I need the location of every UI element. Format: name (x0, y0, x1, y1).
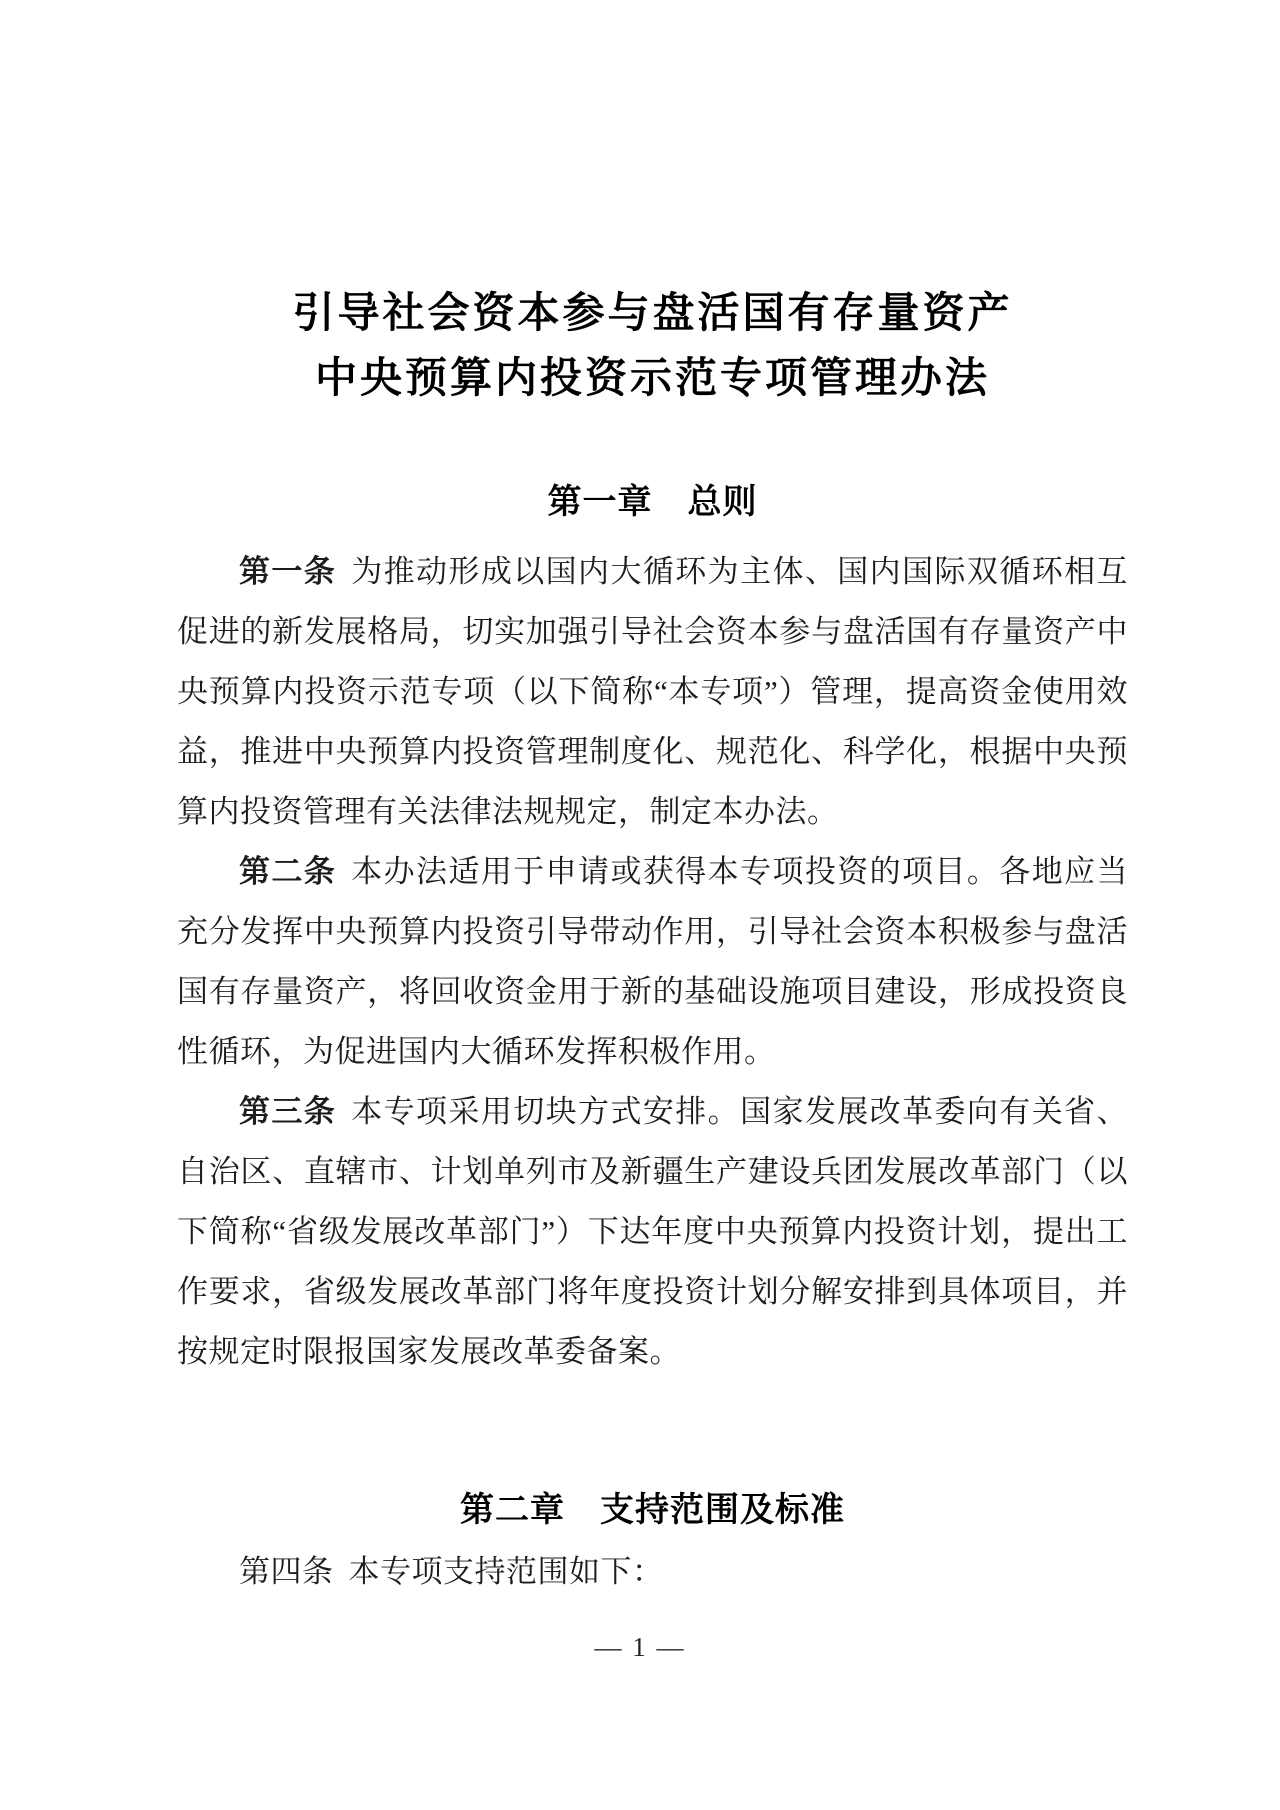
article-1-paragraph (177, 542, 1128, 842)
article-4-paragraph (177, 1542, 1128, 1602)
chapter-2 (177, 1478, 1128, 1602)
article-1-text: 为推动形成以国内大循环为主体、国内国际双循环相互促进的新发展格局，切实加强引导社会资本参与盘活国有存量资产中央预算内投资示范专项（以下简称“本专项”）管理，提高资金使用效益，推进中央预算内投资管理制度化、规范化、科学化，根据中央预算内投资管理有关法律法规规定，制定本办法。 (177, 554, 1129, 829)
article-2-paragraph (177, 842, 1128, 1082)
article-2-label: 第二条 (239, 854, 337, 889)
document-title (177, 280, 1128, 410)
page-number: — 1 — (594, 1632, 686, 1662)
article-3-label: 第三条 (239, 1094, 337, 1129)
article-3-text: 本专项采用切块方式安排。国家发展改革委向有关省、自治区、直辖市、计划单列市及新疆生产建设兵团发展改革部门（以下简称“省级发展改革部门”）下达年度中央预算内投资计划，提出工作要求，省级发展改革部门将年度投资计划分解安排到具体项目，并按规定时限报国家发展改革委备案。 (177, 1094, 1129, 1369)
document-title-line-1: 引导社会资本参与盘活国有存量资产 (292, 289, 1013, 336)
document-title-line-2: 中央预算内投资示范专项管理办法 (314, 354, 990, 401)
article-4-text: 本专项支持范围如下： (348, 1554, 664, 1589)
article-1-label: 第一条 (239, 554, 337, 589)
article-2-text: 本办法适用于申请或获得本专项投资的项目。各地应当充分发挥中央预算内投资引导带动作用，引导社会资本积极参与盘活国有存量资产，将回收资金用于新的基础设施项目建设，形成投资良性循环，为促进国内大循环发挥积极作用。 (177, 854, 1129, 1069)
chapter-2-heading: 第二章 支持范围及标准 (460, 1491, 845, 1529)
chapter-1-heading: 第一章 总则 (547, 483, 758, 521)
article-3-paragraph (177, 1082, 1128, 1382)
article-4-label: 第四条 (239, 1554, 334, 1589)
chapter-1 (177, 470, 1128, 1382)
